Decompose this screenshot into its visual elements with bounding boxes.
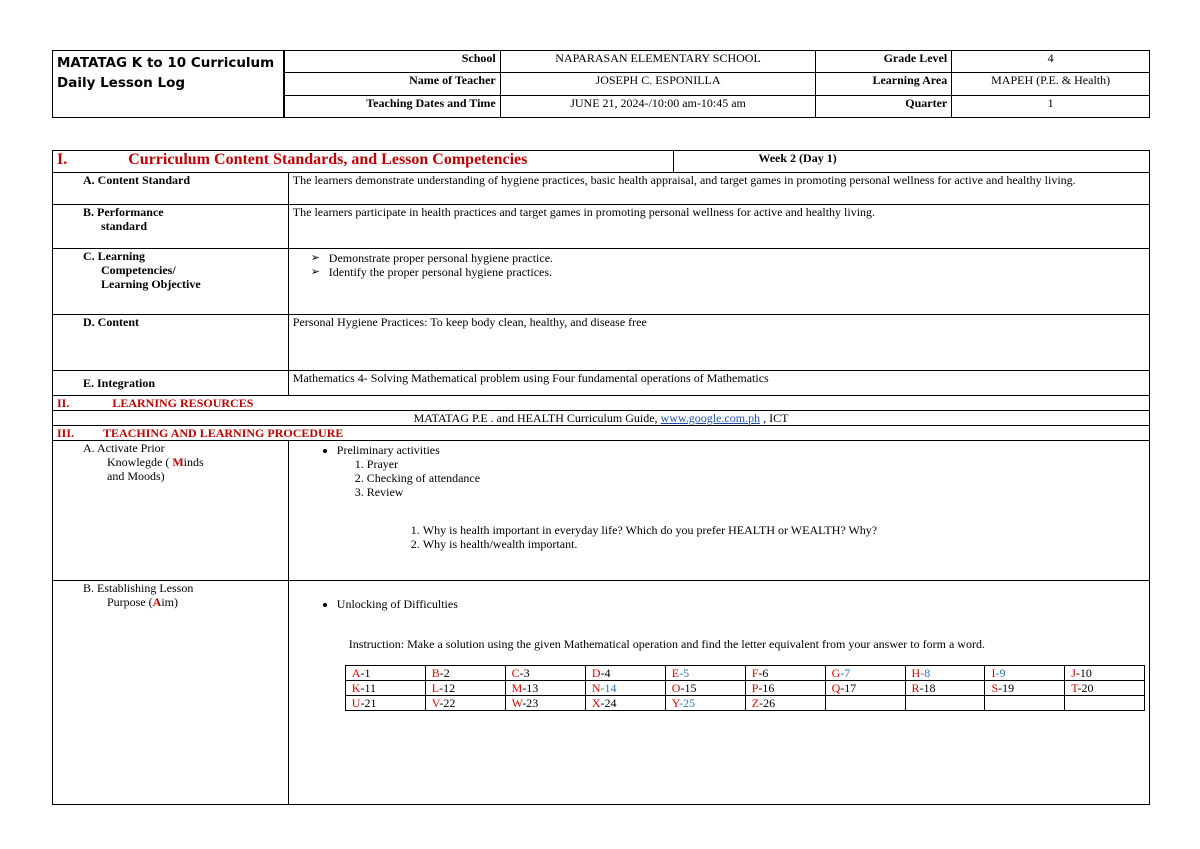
letter-number: -21 (360, 696, 377, 710)
letter: Q (831, 681, 841, 695)
letter-number: -14 (600, 681, 617, 695)
letter: G (831, 666, 841, 680)
letter-cell (585, 696, 665, 711)
letter-code-table (345, 665, 1145, 711)
letter: S (991, 681, 999, 695)
letter-cell (825, 681, 905, 696)
letter-cell (665, 696, 745, 711)
letter-number: -24 (600, 696, 617, 710)
preliminary-bullet: • Preliminary activities (337, 443, 1145, 457)
letter-cell (825, 666, 905, 681)
section1-title: Curriculum Content Standards, and Lesson Competencies (128, 151, 528, 168)
resources-text-after: , ICT (760, 411, 789, 425)
letter-number: -19 (998, 681, 1015, 695)
letter-number: -25 (679, 696, 696, 710)
resources-text: MATATAG P.E . and HEALTH Curriculum Guide, (413, 411, 661, 425)
dates-value: JUNE 21, 2024-/10:00 am-10:45 am (500, 95, 816, 117)
school-label: School (285, 51, 501, 73)
competency-item: ➢ Identify the proper personal hygiene practices. (311, 265, 1145, 279)
letter-number: -8 (920, 666, 931, 680)
letter-number: -23 (522, 696, 539, 710)
letter: I (991, 666, 996, 680)
letter-cell (505, 681, 585, 696)
letter-number: -22 (439, 696, 456, 710)
letter-number: -3 (519, 666, 530, 680)
integration-label: E. Integration (53, 371, 289, 396)
letter-number: -11 (360, 681, 377, 695)
unlocking-bullet: • Unlocking of Difficulties (337, 597, 1145, 611)
letter-cell (345, 696, 425, 711)
letter: K (351, 681, 361, 695)
instruction-text: Instruction: Make a solution using the given Mathematical operation and find the letter equivalent from your answer to form a word. (348, 637, 985, 651)
letter: J (1071, 666, 1076, 680)
letter-number: -17 (840, 681, 857, 695)
letter: P (751, 681, 759, 695)
quarter-value: 1 (952, 95, 1150, 117)
letter-number: -1 (360, 666, 371, 680)
teacher-value: JOSEPH C. ESPONILLA (500, 73, 816, 95)
letter-number: -16 (758, 681, 775, 695)
letter-cell (905, 696, 985, 711)
letter-cell (585, 681, 665, 696)
letter-row (345, 696, 1144, 711)
letter-cell (825, 696, 905, 711)
letter-number: -15 (680, 681, 697, 695)
preliminary-item: 1. Prayer (367, 457, 1145, 471)
section1-num: I. (57, 151, 68, 168)
grade-value: 4 (952, 51, 1150, 73)
grade-label: Grade Level (816, 51, 952, 73)
letter-number: -9 (995, 666, 1006, 680)
lesson-log-table (52, 150, 1150, 805)
area-value: MAPEH (P.E. & Health) (952, 73, 1150, 95)
letter-row (345, 681, 1144, 696)
letter-cell (505, 696, 585, 711)
letter: B (431, 666, 440, 680)
letter-cell (745, 666, 825, 681)
resource-link[interactable]: www.google.com.ph (660, 411, 761, 425)
section2-header: II. LEARNING RESOURCES (53, 396, 1150, 411)
letter-cell (985, 666, 1065, 681)
letter-cell (1065, 696, 1145, 711)
letter-cell (345, 681, 425, 696)
section3-header: III. TEACHING AND LEARNING PROCEDURE (53, 426, 1150, 441)
letter: E (671, 666, 680, 680)
establishing-purpose-label: B. Establishing Lesson Purpose (Aim) (53, 581, 289, 805)
letter: U (351, 696, 361, 710)
content-label: D. Content (53, 315, 289, 371)
letter: C (511, 666, 520, 680)
letter: D (591, 666, 601, 680)
header-info-table (284, 50, 1150, 118)
letter-number: -5 (679, 666, 690, 680)
letter-number: -13 (522, 681, 539, 695)
letter-cell (905, 681, 985, 696)
letter-cell (745, 696, 825, 711)
letter-cell (665, 666, 745, 681)
letter-cell (505, 666, 585, 681)
letter-number: -20 (1077, 681, 1094, 695)
letter-cell (1065, 681, 1145, 696)
area-label: Learning Area (816, 73, 952, 95)
letter: R (911, 681, 920, 695)
competencies-list (288, 249, 1149, 315)
letter: F (751, 666, 759, 680)
establishing-purpose-content (288, 581, 1149, 805)
letter-number: -10 (1075, 666, 1092, 680)
letter: A (351, 666, 361, 680)
letter: M (511, 681, 523, 695)
review-question: 2. Why is health/wealth important. (423, 537, 1145, 551)
performance-standard-label: B. Performance standard (53, 205, 289, 249)
letter: N (591, 681, 601, 695)
letter: H (911, 666, 921, 680)
letter: L (431, 681, 440, 695)
quarter-label: Quarter (816, 95, 952, 117)
preliminary-item: 2. Checking of attendance (367, 471, 1145, 485)
letter-number: -7 (840, 666, 851, 680)
letter-cell (1065, 666, 1145, 681)
performance-standard-text: The learners participate in health practices and target games in promoting personal wellness for active and healthy living. (288, 205, 1149, 249)
letter-cell (985, 696, 1065, 711)
letter-cell (665, 681, 745, 696)
letter-row (345, 666, 1144, 681)
review-question: 1. Why is health important in everyday life? Which do you prefer HEALTH or WEALTH? Why? (423, 523, 1145, 537)
letter: X (591, 696, 601, 710)
resources-row (53, 411, 1150, 426)
dll-title: MATATAG K to 10 Curriculum Daily Lesson Log (52, 50, 284, 118)
content-text: Personal Hygiene Practices: To keep body clean, healthy, and disease free (288, 315, 1149, 371)
content-standard-text: The learners demonstrate understanding of hygiene practices, basic health appraisal, and target games in promoting personal wellness for active and healthy living. (288, 173, 1149, 205)
integration-text: Mathematics 4- Solving Mathematical problem using Four fundamental operations of Mathematics (288, 371, 1149, 396)
preliminary-item: 3. Review (367, 485, 1145, 499)
letter-cell (425, 666, 505, 681)
letter-cell (425, 696, 505, 711)
school-value: NAPARASAN ELEMENTARY SCHOOL (500, 51, 816, 73)
letter-number: -26 (759, 696, 776, 710)
letter-number: -18 (919, 681, 936, 695)
dates-label: Teaching Dates and Time (285, 95, 501, 117)
letter-cell (345, 666, 425, 681)
letter-cell (985, 681, 1065, 696)
activate-prior-content (288, 441, 1149, 581)
letter: W (511, 696, 523, 710)
letter-cell (585, 666, 665, 681)
letter: T (1071, 681, 1078, 695)
competencies-label: C. Learning Competencies/ Learning Objective (53, 249, 289, 315)
letter: V (431, 696, 440, 710)
section1-header (53, 151, 674, 173)
letter-cell (745, 681, 825, 696)
letter-number: -4 (600, 666, 611, 680)
week-label: Week 2 (Day 1) (674, 151, 1150, 173)
letter-cell (425, 681, 505, 696)
competency-item: ➢ Demonstrate proper personal hygiene practice. (311, 251, 1145, 265)
letter-number: -12 (439, 681, 456, 695)
letter-number: -6 (758, 666, 769, 680)
letter-cell (905, 666, 985, 681)
teacher-label: Name of Teacher (285, 73, 501, 95)
activate-prior-label: A. Activate Prior Knowlegde ( Minds and Moods) (53, 441, 289, 581)
letter-number: -2 (439, 666, 450, 680)
letter: Z (751, 696, 760, 710)
letter: O (671, 681, 681, 695)
content-standard-label: A. Content Standard (53, 173, 289, 205)
letter: Y (671, 696, 680, 710)
